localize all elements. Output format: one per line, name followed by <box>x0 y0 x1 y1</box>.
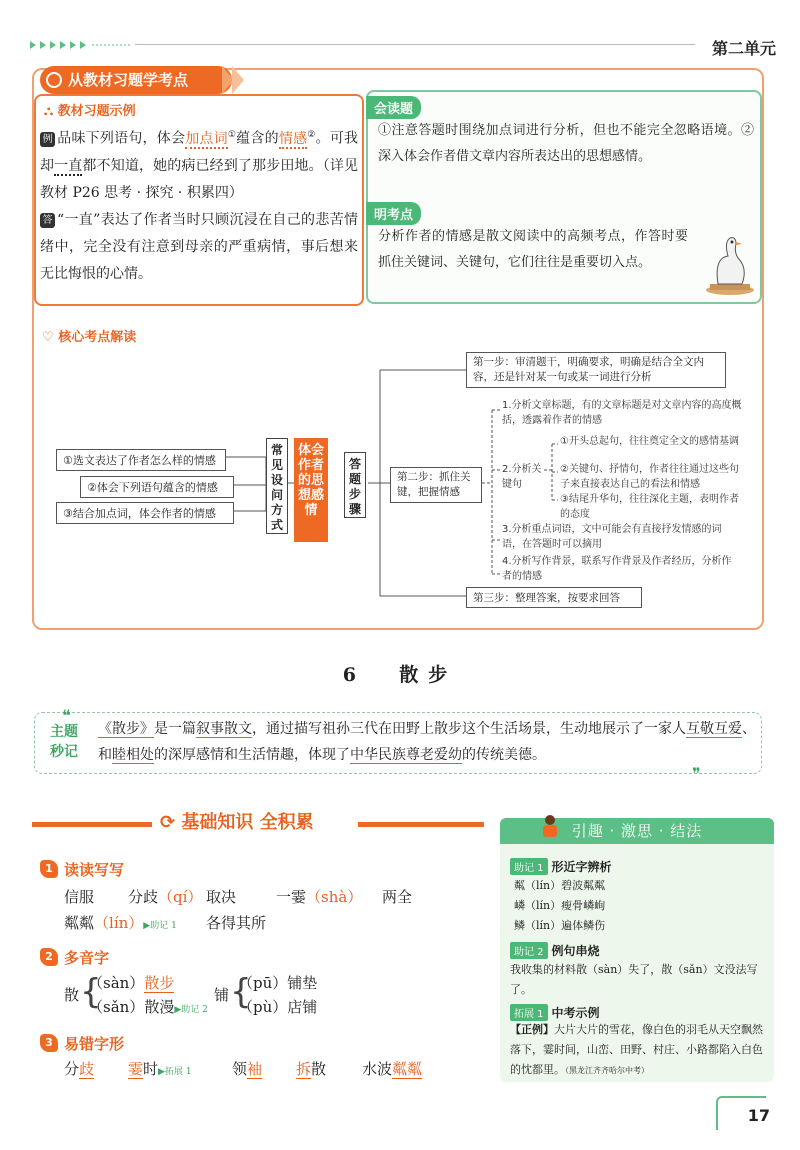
vocab-word: 两全 <box>382 888 413 906</box>
error-word: 领袖 <box>232 1060 263 1078</box>
analysis-title: 1.分析文章标题，有的文章标题是对文章内容的高度概括，透露着作者的情感 <box>502 400 742 426</box>
polyphone-reading: （sǎn）散漫▶助记 2 <box>88 998 208 1016</box>
similar-char-3: 鳞（lín）遍体鳞伤 <box>514 919 606 932</box>
key-sentence-2: ②关键句、抒情句，作者往往通过这些句子来直接表达自己的看法和情感 <box>560 464 739 490</box>
memory-aid-2: 助记 2 例句串烧 <box>510 940 600 959</box>
exam-point-text: 分析作者的情感是散文阅读中的高频考点，作答时要抓住关键词、关键句，它们往往是重要切入点。 <box>378 229 688 270</box>
analysis-key-sentence: 2.分析关键句 <box>502 464 542 490</box>
polyphone-char: 铺 <box>214 986 230 1004</box>
unit-title: 第二单元 <box>711 39 776 58</box>
example-text: 例 品味下列语句，体会加点词①蕴含的情感②。可我却一直都不知道，她的病已经到了那步田地。（详见教材 P26 思考 · 探究 · 积累四） 答 “一直”表达了作者当时只顾沉浸在自己的悲苦情绪中，完全没有注意到母亲的严重病情，事后想来无比悔恨的心情。 <box>40 130 359 282</box>
brace-icon: { <box>230 972 252 1012</box>
theme-text: 《散步》是一篇叙事散文，通过描写祖孙三代在田野上散步这个生活场景，生动地展示了一家人互敬互爱、和睦相处的深厚感情和生活情趣，体现了中华民族尊老爱幼的传统美德。 <box>98 721 756 763</box>
exam-point-tag: 明考点 <box>366 202 421 225</box>
key-sentence-1: ①开头总起句，往往奠定全文的感情基调 <box>560 436 739 447</box>
quote-icon: ❞ <box>692 764 701 783</box>
vocab-word: 信服 <box>64 888 95 906</box>
question-forms-box: 常见设问方式 <box>266 438 288 534</box>
step-3-box: 第三步：整理答案，按要求回答 <box>466 587 642 608</box>
example-tag: 例 <box>40 132 55 147</box>
chevron-icon <box>232 66 244 94</box>
vocab-word: 分歧（qí） <box>128 888 203 906</box>
lesson-title: 6 散步 <box>342 664 458 686</box>
question-form-3: ③结合加点词，体会作者的情感 <box>56 502 234 524</box>
polyphone-reading: （pū）铺垫 <box>238 974 318 992</box>
answer-steps-box: 答题步骤 <box>344 452 366 518</box>
error-word: 水波粼粼 <box>362 1060 423 1078</box>
quote-icon: ❝ <box>62 706 71 725</box>
vocab-word: 粼粼（lín）▶助记 1 <box>64 914 177 932</box>
exam-example-text: 【正例】大片大片的雪花，像白色的羽毛从天空飘然落下，霎时间，山峦、田野、村庄、小路都陷入白色的忱都里。（黑龙江齐齐哈尔中考） <box>510 1023 763 1076</box>
polyphone-heading: 多音字 <box>64 949 110 967</box>
bulb-icon <box>46 72 62 88</box>
error-word: 分歧 <box>64 1060 95 1078</box>
section-number-badge: 3 <box>40 1034 58 1052</box>
theme-label: 主题秒记 <box>50 724 78 760</box>
brace-icon: { <box>80 972 102 1012</box>
core-points-heading: ♡ 核心考点解读 <box>42 330 137 345</box>
question-form-2: ②体会下列语句蕴含的情感 <box>80 476 234 498</box>
goose-illustration-icon <box>702 228 758 298</box>
tips-panel-header: 引趣 · 激思 · 结法 <box>500 818 774 844</box>
answer-tag: 答 <box>40 213 55 228</box>
section-bar-left <box>32 822 152 827</box>
extension-1: 拓展 1 中考示例 <box>510 1002 600 1021</box>
polyphone-char: 散 <box>64 986 80 1004</box>
read-question-tag: 会读题 <box>366 96 421 119</box>
example-sentence: 我收集的材料散（sàn）失了，散（sǎn）文没法写了。 <box>510 963 758 996</box>
error-word: 霎时▶拓展 1 <box>128 1060 192 1078</box>
analysis-background: 4.分析写作背景，联系写作背景及作者经历，分析作者的情感 <box>502 556 732 582</box>
polyphone-reading: （pù）店铺 <box>238 998 318 1016</box>
question-form-1: ①选文表达了作者怎么样的情感 <box>56 449 226 471</box>
key-sentence-3: ③结尾升华句，往往深化主题，表明作者的态度 <box>560 494 739 520</box>
similar-char-2: 嶙（lín）瘦骨嶙峋 <box>514 899 606 912</box>
step-1-box: 第一步：审清题干，明确要求，明确是结合全文内容，还是针对某一句或某一词进行分析 <box>466 352 726 388</box>
error-word: 拆散 <box>296 1060 327 1078</box>
section-bar-right <box>358 822 484 827</box>
memory-aid-1: 助记 1 形近字辨析 <box>510 856 612 875</box>
example-heading: ⛬ 教材习题示例 <box>44 104 136 119</box>
exam-points-banner: 从教材习题学考点 <box>40 66 232 94</box>
vocab-word: 各得其所 <box>206 914 267 932</box>
section-number-badge: 2 <box>40 948 58 966</box>
header-arrows-decoration <box>30 40 130 50</box>
read-write-heading: 读读写写 <box>64 861 125 879</box>
step-2-box: 第二步：抓住关键，把握情感 <box>390 467 482 503</box>
read-question-text: ①注意答题时围绕加点词进行分析，但也不能完全忽略语境。②深入体会作者借文章内容所表达出的思想感情。 <box>378 123 754 164</box>
section-title: ⟳ 基础知识 全积累 <box>160 812 314 833</box>
polyphone-reading: （sàn）散步 <box>88 974 175 992</box>
vocab-word: 取决 <box>206 888 237 906</box>
section-number-badge: 1 <box>40 860 58 878</box>
similar-char-1: 粼（lín）碧波粼粼 <box>514 879 606 892</box>
reader-figure-icon <box>540 814 560 838</box>
core-topic-box: 体会作者的思想感情 <box>294 438 328 542</box>
analysis-key-words: 3.分析重点词语，文中可能会有直接抒发情感的词语，在答题时可以摘用 <box>502 524 722 550</box>
error-prone-heading: 易错字形 <box>64 1035 125 1053</box>
vocab-word: 一霎（shà） <box>276 888 363 906</box>
page-number: 17 <box>747 1106 770 1125</box>
header-rule <box>135 44 695 45</box>
